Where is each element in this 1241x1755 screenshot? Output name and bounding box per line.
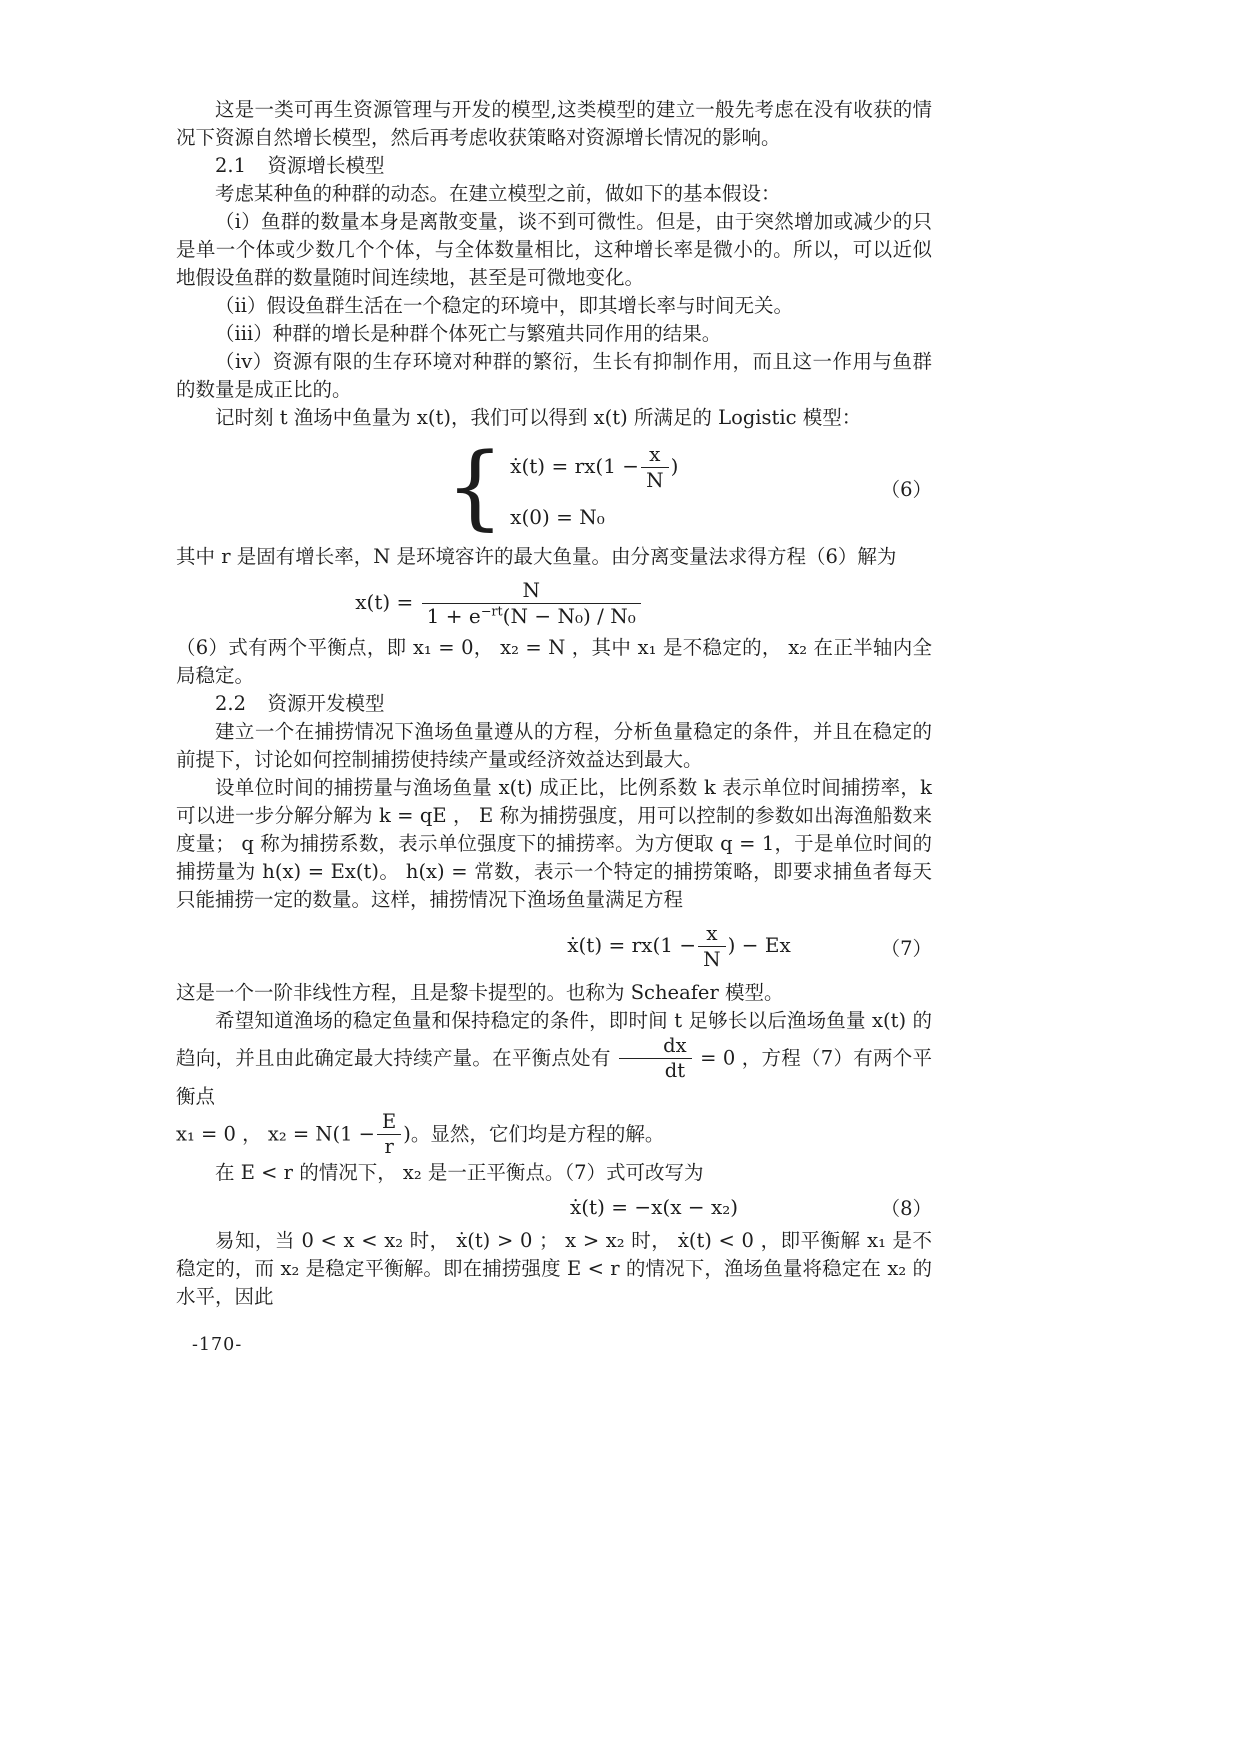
page-number: -170- (192, 1334, 243, 1355)
equation-7-body (301, 922, 1057, 971)
stable-post: = 0 ，方程（7）有两个平衡点 (176, 1046, 932, 1108)
paragraph-stability-conclusion: 易知，当 0 < x < x₂ 时， ẋ(t) > 0 ； x > x₂ 时， ẋ(t) < 0 ，即平衡解 x₁ 是不稳定的，而 x₂ 是稳定平衡解。即在捕捞强度 E < r 的情况下，渔场鱼量将稳定在 x₂ 的水平，因此 (176, 1228, 932, 1308)
equilibria-pre: x₁ = 0 ， x₂ = N(1 − (176, 1122, 376, 1146)
den-post: (N − N₀) / N₀ (502, 604, 636, 628)
text-column (176, 96, 932, 1355)
section-title: 资源增长模型 (267, 154, 385, 177)
equation-6-body (176, 432, 932, 543)
fraction-denominator: N (641, 467, 669, 492)
paragraph-equilibrium-note: （6）式有两个平衡点，即 x₁ = 0， x₂ = N ，其中 x₁ 是不稳定的， x₂ 在正半轴内全局稳定。 (176, 636, 932, 687)
fraction-numerator: dx (663, 1034, 687, 1057)
paragraph-growth-lead: 考虑某种鱼的种群的动态。在建立模型之前，做如下的基本假设： (215, 182, 781, 205)
fraction-x-over-N (641, 443, 669, 492)
section-number: 2.2 (215, 692, 247, 715)
equation-8 (176, 1192, 932, 1222)
solution-lhs: x(t) = (355, 590, 414, 614)
equation-number-8: （8） (880, 1196, 932, 1220)
fraction-dx-over-dt (619, 1035, 691, 1083)
paragraph-intro: 这是一类可再生资源管理与开发的模型,这类模型的建立一般先考虑在没有收获的情况下资源自然增长模型，然后再考虑收获策略对资源增长情况的影响。 (176, 98, 932, 149)
eq6-line1-post: ) (670, 454, 679, 478)
section-heading-2-2 (176, 690, 932, 718)
equation-number-6: （6） (880, 477, 932, 501)
equation-6 (176, 432, 932, 543)
equation-6-line2: x(0) = N₀ (510, 505, 605, 529)
equation-8-body: ẋ(t) = −x(x − x₂) (569, 1194, 739, 1219)
paragraph-positive-note: 在 E < r 的情况下， x₂ 是一正平衡点。（7）式可改写为 (215, 1160, 704, 1184)
paragraph-assumption-iv: （iv）资源有限的生存环境对种群的繁衍，生长有抑制作用，而且这一作用与鱼群的数量是成正比的。 (176, 350, 932, 401)
eq6-line1-pre: ẋ(t) = rx(1 − (510, 454, 640, 478)
exponent: −rt (480, 604, 503, 620)
paragraph-solution-lead: 其中 r 是固有增长率，N 是环境容许的最大鱼量。由分离变量法求得方程（6）解为 (176, 545, 897, 568)
equilibria-post: )。显然，它们均是方程的解。 (403, 1122, 665, 1146)
section-title: 资源开发模型 (267, 692, 385, 715)
eq7-pre: ẋ(t) = rx(1 − (567, 933, 697, 957)
paragraph-harvest-detail: 设单位时间的捕捞量与渔场鱼量 x(t) 成正比，比例系数 k 表示单位时间捕捞率，k 可以进一步分解分解为 k = qE ， E 称为捕捞强度，用可以控制的参数如出海渔船数来度量； q 称为捕捞系数，表示单位强度下的捕捞率。为方便取 q = 1，于是单位时间的捕捞量为 h(x) = Ex(t)。 h(x) = 常数，表示一个特定的捕捞策略，即要求捕鱼者每天只能捕捞一定的数量。这样，捕捞情况下渔场鱼量满足方程 (176, 776, 932, 911)
equation-number-7: （7） (880, 936, 932, 960)
cases-brace: { (445, 433, 505, 541)
paragraph-assumption-ii: （ii）假设鱼群生活在一个稳定的环境中，即其增长率与时间无关。 (215, 294, 793, 317)
equation-solution (176, 579, 932, 628)
paragraph-assumption-i: （i）鱼群的数量本身是离散变量，谈不到可微性。但是，由于突然增加或减少的只是单一个体或少数几个个体，与全体数量相比，这种增长率是微小的。所以，可以近似地假设鱼群的数量随时间连续地，甚至是可微地变化。 (176, 210, 932, 289)
equation-6-cases (510, 438, 678, 537)
fraction-x-over-N (698, 922, 726, 971)
eq7-post: ) − Ex (727, 933, 791, 957)
stable-pre: 希望知道渔场的稳定鱼量和保持稳定的条件，即时间 t 足够长以后渔场鱼量 x(t) 的趋向，并且由此确定最大持续产量。在平衡点处有 (176, 1009, 932, 1070)
paragraph-assumption-iii: （iii）种群的增长是种群个体死亡与繁殖共同作用的结果。 (215, 322, 722, 345)
paragraph-develop-lead: 建立一个在捕捞情况下渔场鱼量遵从的方程，分析鱼量稳定的条件，并且在稳定的前提下，讨论如何控制捕捞使持续产量或经济效益达到最大。 (176, 720, 932, 771)
fraction-numerator: N (522, 578, 540, 602)
den-pre: 1 + e (426, 604, 481, 628)
fraction-denominator: dt (619, 1058, 691, 1082)
paragraph-stable-condition (176, 1007, 932, 1111)
fraction-solution (422, 579, 641, 628)
equation-6-line1 (510, 438, 678, 497)
section-number: 2.1 (215, 154, 247, 177)
fraction-numerator: x (649, 442, 661, 466)
fraction-denominator: N (698, 946, 726, 971)
equation-solution-body (121, 579, 877, 628)
paragraph-equilibria (176, 1111, 932, 1159)
fraction-numerator: x (706, 921, 718, 945)
paragraph-scheafer-note: 这是一个一阶非线性方程，且是黎卡提型的。也称为 Scheafer 模型。 (176, 981, 784, 1004)
fraction-numerator: E (382, 1109, 397, 1133)
equation-7 (176, 922, 932, 971)
fraction-denominator: r (377, 1134, 401, 1158)
paragraph-logistic-lead: 记时刻 t 渔场中鱼量为 x(t)，我们可以得到 x(t) 所满足的 Logistic 模型： (215, 406, 862, 429)
fraction-denominator (422, 603, 641, 628)
fraction-E-over-r (377, 1111, 401, 1159)
section-heading-2-1 (176, 152, 932, 180)
